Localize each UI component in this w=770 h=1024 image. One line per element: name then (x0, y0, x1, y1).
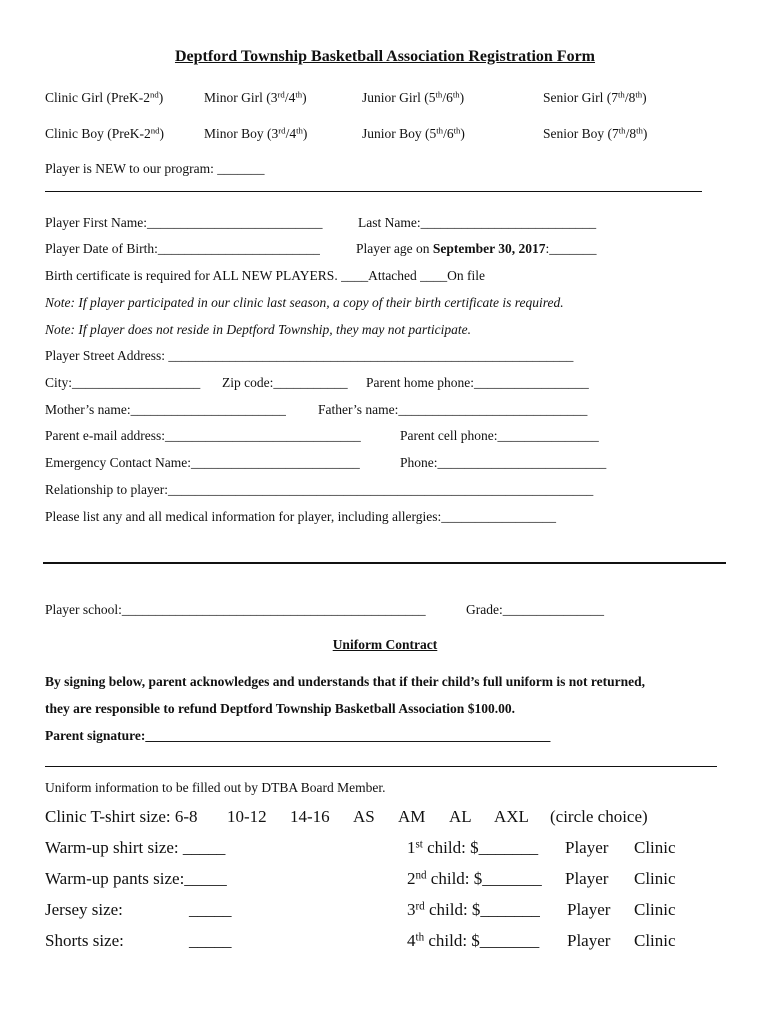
dob-field[interactable]: Player Date of Birth:________________________ (45, 241, 320, 256)
superscript: th (618, 89, 625, 100)
first-child-fee[interactable] (407, 838, 538, 858)
superscript: th (435, 89, 443, 100)
child-fee-text: child: $_______ (426, 869, 542, 888)
city-field[interactable]: City:___________________ (45, 375, 201, 390)
division-text: Senior Girl (7 (543, 90, 618, 105)
contract-text-line2: they are responsible to refund Deptford Township Basketball Association $100.00. (45, 701, 515, 716)
residency-note: Note: If player does not reside in Deptford Township, they may not participate. (45, 322, 471, 337)
division-text: /4 (285, 126, 297, 141)
superscript: rd (415, 900, 425, 913)
jersey-size-label: Jersey size: (45, 900, 123, 919)
age-field[interactable] (356, 241, 597, 257)
division-text: Clinic Boy (PreK-2 (45, 126, 151, 141)
division-text: /6 (442, 90, 453, 105)
player-option[interactable]: Player (567, 900, 611, 919)
home-phone-field[interactable]: Parent home phone:_________________ (366, 375, 589, 390)
superscript: th (636, 125, 643, 136)
age-blank: :_______ (545, 241, 597, 256)
division-text: ) (158, 90, 164, 105)
division-text: /8 (625, 126, 637, 141)
page-title: Deptford Township Basketball Association Registration Form (174, 48, 596, 65)
superscript: th (295, 89, 303, 100)
email-field[interactable]: Parent e-mail address:_____________________________ (45, 428, 361, 443)
clinic-note: Note: If player participated in our clinic last season, a copy of their birth certificate is required. (45, 295, 564, 310)
shorts-size-field[interactable]: _____ (189, 931, 232, 950)
mother-name-field[interactable]: Mother’s name:_______________________ (45, 402, 286, 417)
division-text: ) (642, 90, 647, 105)
contract-text-line1: By signing below, parent acknowledges and understands that if their child’s full uniform is not returned, (45, 674, 645, 689)
medical-info-field[interactable]: Please list any and all medical information for player, including allergies:_________________ (45, 509, 556, 524)
superscript: nd (149, 89, 159, 100)
relationship-field[interactable]: Relationship to player:_______________________________________________________________ (45, 482, 594, 497)
tshirt-size-option[interactable]: AL (449, 807, 472, 826)
cell-phone-field[interactable]: Parent cell phone:_______________ (400, 428, 599, 443)
first-name-field[interactable]: Player First Name:__________________________ (45, 215, 323, 230)
division-clinic-boy[interactable] (45, 126, 164, 142)
superscript: nd (415, 869, 427, 882)
emergency-phone-field[interactable]: Phone:_________________________ (400, 455, 607, 470)
father-name-field[interactable]: Father’s name:____________________________ (318, 402, 588, 417)
new-player-field[interactable]: Player is NEW to our program: _______ (45, 161, 265, 176)
school-field[interactable]: Player school:_____________________________________________ (45, 602, 426, 617)
superscript: st (415, 838, 423, 851)
division-minor-girl[interactable] (204, 90, 307, 106)
superscript: th (453, 125, 461, 136)
age-date: September 30, 2017 (432, 241, 546, 256)
division-text: Senior Boy (7 (543, 126, 619, 141)
child-number: 2 (407, 869, 416, 888)
child-number: 4 (407, 931, 416, 950)
tshirt-size-option[interactable]: AXL (494, 807, 529, 826)
child-number: 3 (407, 900, 416, 919)
division-text: ) (460, 126, 465, 141)
clinic-option[interactable]: Clinic (634, 838, 676, 857)
birth-certificate-field[interactable]: Birth certificate is required for ALL NEW PLAYERS. ____Attached ____On file (45, 268, 486, 283)
contract-title: Uniform Contract (332, 637, 438, 652)
age-label: Player age on (356, 241, 433, 256)
division-junior-girl[interactable] (362, 90, 464, 106)
division-minor-boy[interactable] (204, 126, 307, 142)
clinic-option[interactable]: Clinic (634, 900, 676, 919)
superscript: th (452, 89, 460, 100)
division-text: ) (642, 126, 648, 141)
circle-choice-note: (circle choice) (550, 807, 648, 826)
third-child-fee[interactable] (407, 900, 540, 920)
division-clinic-girl[interactable] (45, 90, 163, 106)
fourth-child-fee[interactable] (407, 931, 539, 951)
superscript: rd (278, 125, 286, 136)
player-option[interactable]: Player (565, 838, 609, 857)
superscript: th (436, 125, 444, 136)
warmup-shirt-size-field[interactable]: Warm-up shirt size: _____ (45, 838, 226, 857)
division-text: ) (159, 126, 165, 141)
board-note: Uniform information to be filled out by DTBA Board Member. (45, 780, 386, 795)
divider-thick (43, 562, 726, 564)
zip-field[interactable]: Zip code:___________ (222, 375, 348, 390)
tshirt-size-option[interactable]: AS (353, 807, 375, 826)
tshirt-size-option[interactable]: 14-16 (290, 807, 330, 826)
superscript: th (618, 125, 626, 136)
child-fee-text: child: $_______ (422, 838, 539, 857)
clinic-option[interactable]: Clinic (634, 869, 676, 888)
player-option[interactable]: Player (567, 931, 611, 950)
division-text: /6 (443, 126, 454, 141)
superscript: th (635, 89, 643, 100)
grade-field[interactable]: Grade:_______________ (466, 602, 604, 617)
player-option[interactable]: Player (565, 869, 609, 888)
divider (45, 191, 702, 192)
street-address-field[interactable]: Player Street Address: ____________________________________________________________ (45, 348, 574, 363)
division-text: Junior Girl (5 (362, 90, 436, 105)
division-text: /4 (284, 90, 296, 105)
child-fee-text: child: $_______ (424, 931, 540, 950)
division-text: ) (302, 126, 308, 141)
parent-signature-field[interactable]: Parent signature:____________________________________________________________ (45, 728, 551, 743)
superscript: th (415, 931, 425, 944)
second-child-fee[interactable] (407, 869, 542, 889)
emergency-contact-field[interactable]: Emergency Contact Name:_________________________ (45, 455, 360, 470)
division-senior-boy[interactable] (543, 126, 647, 142)
division-text: /8 (624, 90, 636, 105)
child-number: 1 (407, 838, 416, 857)
divider (45, 766, 717, 767)
division-senior-girl[interactable] (543, 90, 647, 106)
last-name-field[interactable]: Last Name:__________________________ (358, 215, 597, 230)
child-fee-text: child: $_______ (424, 900, 540, 919)
division-junior-boy[interactable] (362, 126, 465, 142)
superscript: nd (150, 125, 160, 136)
warmup-pants-size-field[interactable]: Warm-up pants size:_____ (45, 869, 227, 888)
superscript: th (296, 125, 303, 136)
division-text: ) (302, 90, 307, 105)
division-text: Clinic Girl (PreK-2 (45, 90, 150, 105)
division-text: Minor Girl (3 (204, 90, 278, 105)
clinic-option[interactable]: Clinic (634, 931, 676, 950)
division-text: Junior Boy (5 (362, 126, 437, 141)
shorts-size-label: Shorts size: (45, 931, 124, 950)
division-text: ) (459, 90, 465, 105)
superscript: rd (277, 89, 285, 100)
jersey-size-field[interactable]: _____ (189, 900, 232, 919)
division-text: Minor Boy (3 (204, 126, 279, 141)
tshirt-size-label: Clinic T-shirt size: 6-8 (45, 807, 198, 826)
tshirt-size-option[interactable]: AM (398, 807, 426, 826)
tshirt-size-option[interactable]: 10-12 (227, 807, 267, 826)
